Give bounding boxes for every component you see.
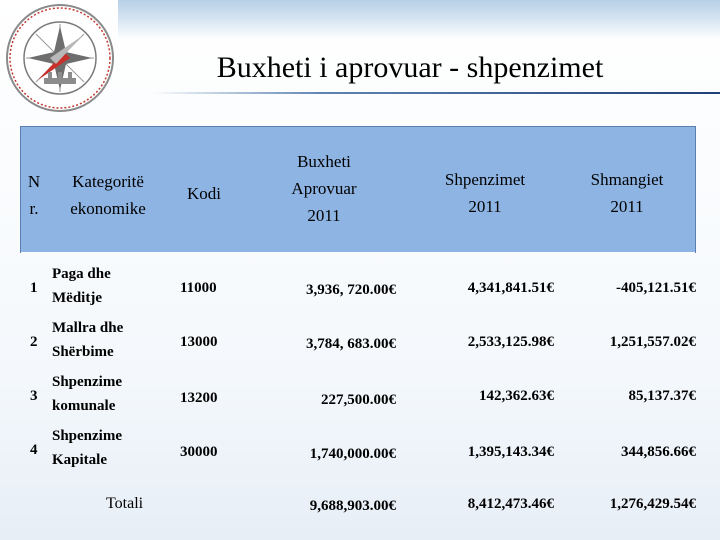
row-4-spent: 1,395,143.34€ <box>467 444 554 460</box>
header-spent: Shpenzimet 2011 <box>444 170 526 216</box>
header-code: Kodi <box>187 184 221 203</box>
university-seal-icon <box>4 2 116 114</box>
row-1-approved: 3,936, 720.00€ <box>306 282 396 298</box>
title-underline <box>150 92 720 94</box>
row-4-deviation: 344,856.66€ <box>621 444 696 460</box>
row-3-spent: 142,362.63€ <box>479 388 554 404</box>
total-deviation: 1,276,429.54€ <box>609 496 696 512</box>
total-approved: 9,688,903.00€ <box>309 498 396 514</box>
row-3-category: Shpenzime komunale <box>52 374 123 414</box>
page-title: Buxheti i aprovuar - shpenzimet <box>216 51 604 84</box>
row-2-spent: 2,533,125.98€ <box>467 334 554 350</box>
top-banner <box>118 0 720 40</box>
row-3-deviation: 85,137.37€ <box>628 388 696 404</box>
row-2-category: Mallra dhe Shërbime <box>52 320 124 360</box>
row-1-category: Paga dhe Mëditje <box>52 266 111 306</box>
row-1-spent: 4,341,841.51€ <box>467 280 554 296</box>
row-1-nr: 1 <box>30 280 38 296</box>
row-1-code: 11000 <box>180 280 217 296</box>
budget-table <box>20 126 696 530</box>
row-2-nr: 2 <box>30 334 38 350</box>
header-nr: N r. <box>27 172 41 218</box>
row-1-deviation: -405,121.51€ <box>616 280 696 296</box>
total-spent: 8,412,473.46€ <box>467 496 554 512</box>
row-2-code: 13000 <box>180 334 218 350</box>
row-3-approved: 227,500.00€ <box>321 392 396 408</box>
header-deviation: Shmangiet 2011 <box>590 170 664 216</box>
row-4-code: 30000 <box>180 444 218 460</box>
row-4-approved: 1,740,000.00€ <box>309 446 396 462</box>
row-4-category: Shpenzime Kapitale <box>52 428 123 468</box>
header-category: Kategoritë ekonomike <box>70 172 146 218</box>
header-approved: Buxheti Aprovuar 2011 <box>291 152 357 225</box>
row-3-code: 13200 <box>180 390 218 406</box>
row-2-approved: 3,784, 683.00€ <box>306 336 396 352</box>
row-2-deviation: 1,251,557.02€ <box>609 334 696 350</box>
row-4-nr: 4 <box>30 442 38 458</box>
total-label: Totali <box>106 495 144 512</box>
row-3-nr: 3 <box>30 388 38 404</box>
